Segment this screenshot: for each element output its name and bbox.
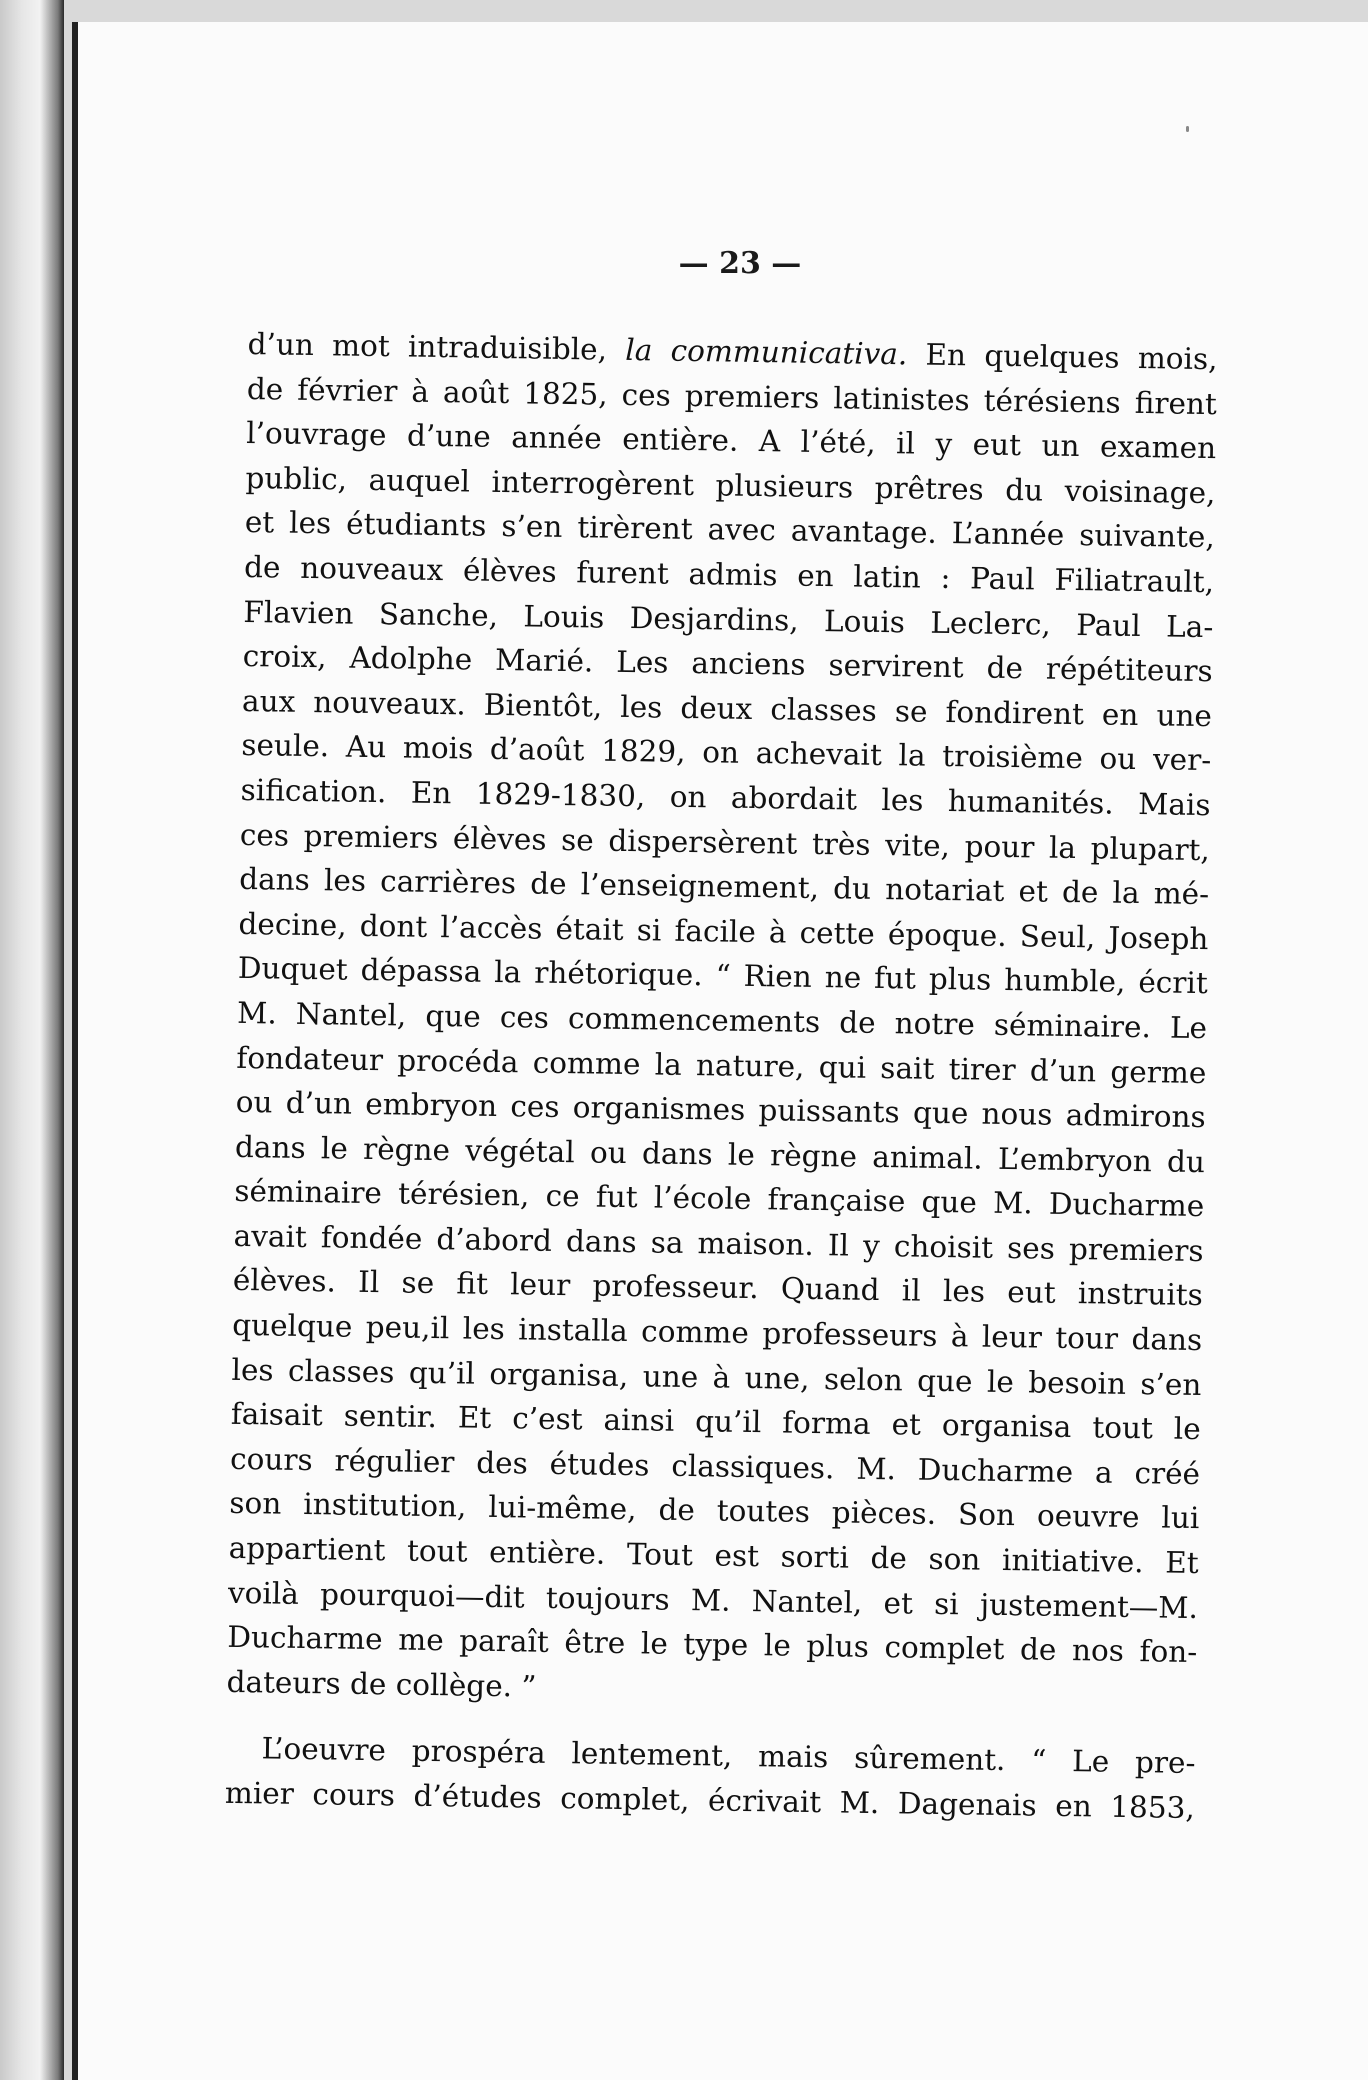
text-line: ou d’un embryon ces organismes puissants que nous admirons xyxy=(235,1084,1206,1135)
text-line: voilà pourquoi—dit toujours M. Nantel, et si justement—M. xyxy=(227,1575,1199,1625)
text-line: dans les carrières de l’enseignement, du notariat et de la mé- xyxy=(238,862,1210,912)
paragraph-1 xyxy=(226,322,1218,1719)
text-line: sification. En 1829-1830, on abordait les humanités. Mais xyxy=(240,772,1211,823)
text-line: cours régulier des études classiques. M. Ducharme a créé xyxy=(229,1441,1201,1491)
text-line: appartient tout entière. Tout est sorti de son initiative. Et xyxy=(228,1530,1199,1581)
text-line: ces premiers élèves se dispersèrent très vite, pour la plupart, xyxy=(239,817,1211,867)
text-line: quelque peu,il les installa comme professeurs à leur tour dans xyxy=(231,1307,1203,1358)
text-line: Flavien Sanche, Louis Desjardins, Louis Leclerc, Paul La- xyxy=(243,594,1214,644)
text-line: élèves. Il se fit leur professeur. Quand il les eut instruits xyxy=(232,1263,1204,1313)
text-line: croix, Adolphe Marié. Les anciens servirent de répétiteurs xyxy=(242,639,1213,689)
page-body-text xyxy=(225,322,1218,1831)
text-line: aux nouveaux. Bientôt, les deux classes se fondirent en une xyxy=(241,683,1213,733)
text-line: Ducharme me paraît être le type le plus complet de nos fon- xyxy=(227,1620,1198,1670)
italic-phrase: la communicativa. xyxy=(625,332,908,372)
text-line: L’oeuvre prospéra lentement, mais sûrement. “ Le pre- xyxy=(261,1731,1196,1781)
text-line: et les étudiants s’en tirèrent avec avantage. L’année suivante, xyxy=(244,505,1215,555)
page-number: — 23 — xyxy=(678,246,802,281)
text-line: public, auquel interrogèrent plusieurs prêtres du voisinage, xyxy=(245,460,1216,510)
line-start-text: d’un mot intraduisible, xyxy=(247,326,626,367)
text-line: son institution, lui-même, de toutes pièces. Son oeuvre lui xyxy=(229,1486,1200,1536)
text-line: les classes qu’il organisa, une à une, selon que le besoin s’en xyxy=(231,1352,1202,1402)
text-line: l’ouvrage d’une année entière. A l’été, il y eut un examen xyxy=(245,416,1217,466)
text-line: faisait sentir. Et c’est ainsi qu’il forma et organisa tout le xyxy=(230,1397,1201,1447)
text-line: decine, dont l’accès était si facile à cette époque. Seul, Joseph xyxy=(238,906,1209,956)
text-line: dateurs de collège. ” xyxy=(226,1664,537,1704)
book-page xyxy=(72,22,1368,2080)
text-line: de nouveaux élèves furent admis en latin : Paul Filiatrault, xyxy=(243,549,1215,600)
text-line: seule. Au mois d’août 1829, on achevait la troisième ou ver- xyxy=(241,728,1212,778)
book-spine-edge xyxy=(0,0,64,2080)
text-line: séminaire térésien, ce fut l’école française que M. Ducharme xyxy=(234,1174,1205,1224)
text-line: avait fondée d’abord dans sa maison. Il y choisit ses premiers xyxy=(233,1218,1204,1268)
paragraph-2 xyxy=(225,1726,1196,1830)
text-line: Duquet dépassa la rhétorique. “ Rien ne fut plus humble, écrit xyxy=(237,951,1208,1001)
line-end-text: En quelques mois, xyxy=(907,337,1218,377)
text-line: fondateur procéda comme la nature, qui sait tirer d’un germe xyxy=(236,1040,1207,1090)
text-line: dans le règne végétal ou dans le règne animal. L’embryon du xyxy=(234,1129,1206,1179)
text-line: de février à août 1825, ces premiers latinistes térésiens firent xyxy=(246,371,1218,421)
text-line: M. Nantel, que ces commencements de notre séminaire. Le xyxy=(236,995,1208,1046)
text-line: mier cours d’études complet, écrivait M. Dagenais en 1853, xyxy=(224,1775,1196,1826)
paper-speck xyxy=(1186,126,1189,132)
